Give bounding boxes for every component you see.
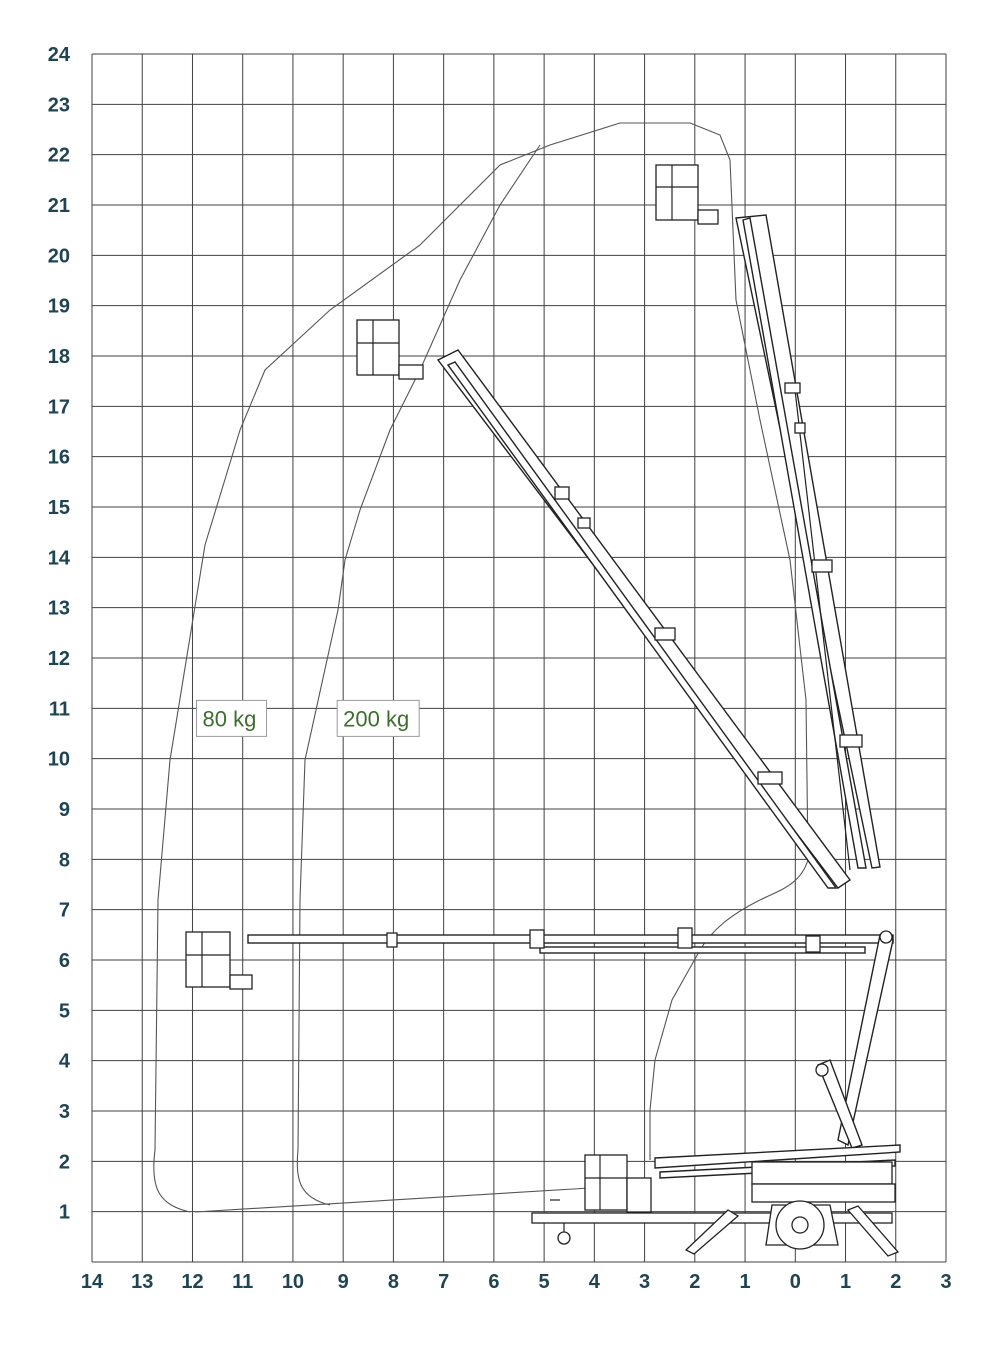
y-tick-label: 16 <box>47 446 70 469</box>
x-tick-label: 3 <box>639 1271 651 1293</box>
x-tick-label: 3 <box>940 1271 952 1293</box>
boom-high-position <box>656 165 880 870</box>
x-tick-label: 0 <box>789 1271 801 1293</box>
y-tick-label: 20 <box>47 245 70 268</box>
x-axis-tick-labels <box>81 1271 952 1293</box>
x-tick-label: 11 <box>232 1271 254 1293</box>
y-tick-label: 17 <box>47 396 70 419</box>
x-tick-label: 2 <box>689 1271 701 1293</box>
x-tick-label: 1 <box>839 1271 852 1293</box>
y-tick-label: 6 <box>58 950 70 972</box>
x-tick-label: 6 <box>488 1271 500 1293</box>
y-tick-label: 23 <box>47 94 70 117</box>
x-tick-label: 2 <box>890 1271 902 1293</box>
machine-transport-position <box>532 1145 900 1256</box>
y-tick-label: 3 <box>58 1101 70 1123</box>
x-tick-label: 8 <box>387 1271 399 1293</box>
y-tick-label: 2 <box>58 1151 70 1174</box>
capacity-label: 80 kg <box>202 706 257 732</box>
envelope-base-line <box>195 1188 590 1212</box>
y-tick-label: 12 <box>47 648 70 670</box>
y-tick-label: 22 <box>47 144 70 167</box>
y-tick-label: 8 <box>58 849 70 872</box>
y-tick-label: 1 <box>58 1201 70 1224</box>
y-tick-label: 21 <box>47 195 70 217</box>
y-tick-label: 13 <box>47 597 70 620</box>
y-tick-label: 9 <box>58 799 70 821</box>
y-tick-label: 4 <box>58 1050 70 1073</box>
x-tick-label: 9 <box>337 1271 349 1293</box>
x-tick-label: 13 <box>131 1271 154 1293</box>
capacity-label: 200 kg <box>343 706 410 732</box>
y-tick-label: 7 <box>58 899 70 922</box>
grid <box>92 54 946 1262</box>
y-tick-label: 11 <box>48 698 70 721</box>
y-tick-label: 15 <box>47 497 70 519</box>
envelope-80kg <box>154 123 808 1212</box>
envelope-200kg <box>297 145 540 1205</box>
y-tick-label: 5 <box>58 1000 70 1023</box>
y-tick-label: 24 <box>47 44 70 66</box>
x-tick-label: 14 <box>80 1271 104 1293</box>
x-tick-label: 1 <box>739 1271 751 1293</box>
y-axis-tick-labels <box>48 44 71 1224</box>
x-tick-label: 4 <box>588 1271 600 1293</box>
x-tick-label: 10 <box>281 1271 305 1293</box>
y-tick-label: 14 <box>47 547 70 570</box>
y-tick-label: 10 <box>47 748 70 771</box>
x-tick-label: 12 <box>181 1271 204 1293</box>
x-tick-label: 5 <box>538 1271 550 1293</box>
boom-horizontal-position <box>186 928 893 1148</box>
y-tick-label: 19 <box>47 295 70 318</box>
x-tick-label: 7 <box>438 1271 450 1293</box>
capacity-labels <box>197 700 420 736</box>
y-tick-label: 18 <box>47 346 70 368</box>
